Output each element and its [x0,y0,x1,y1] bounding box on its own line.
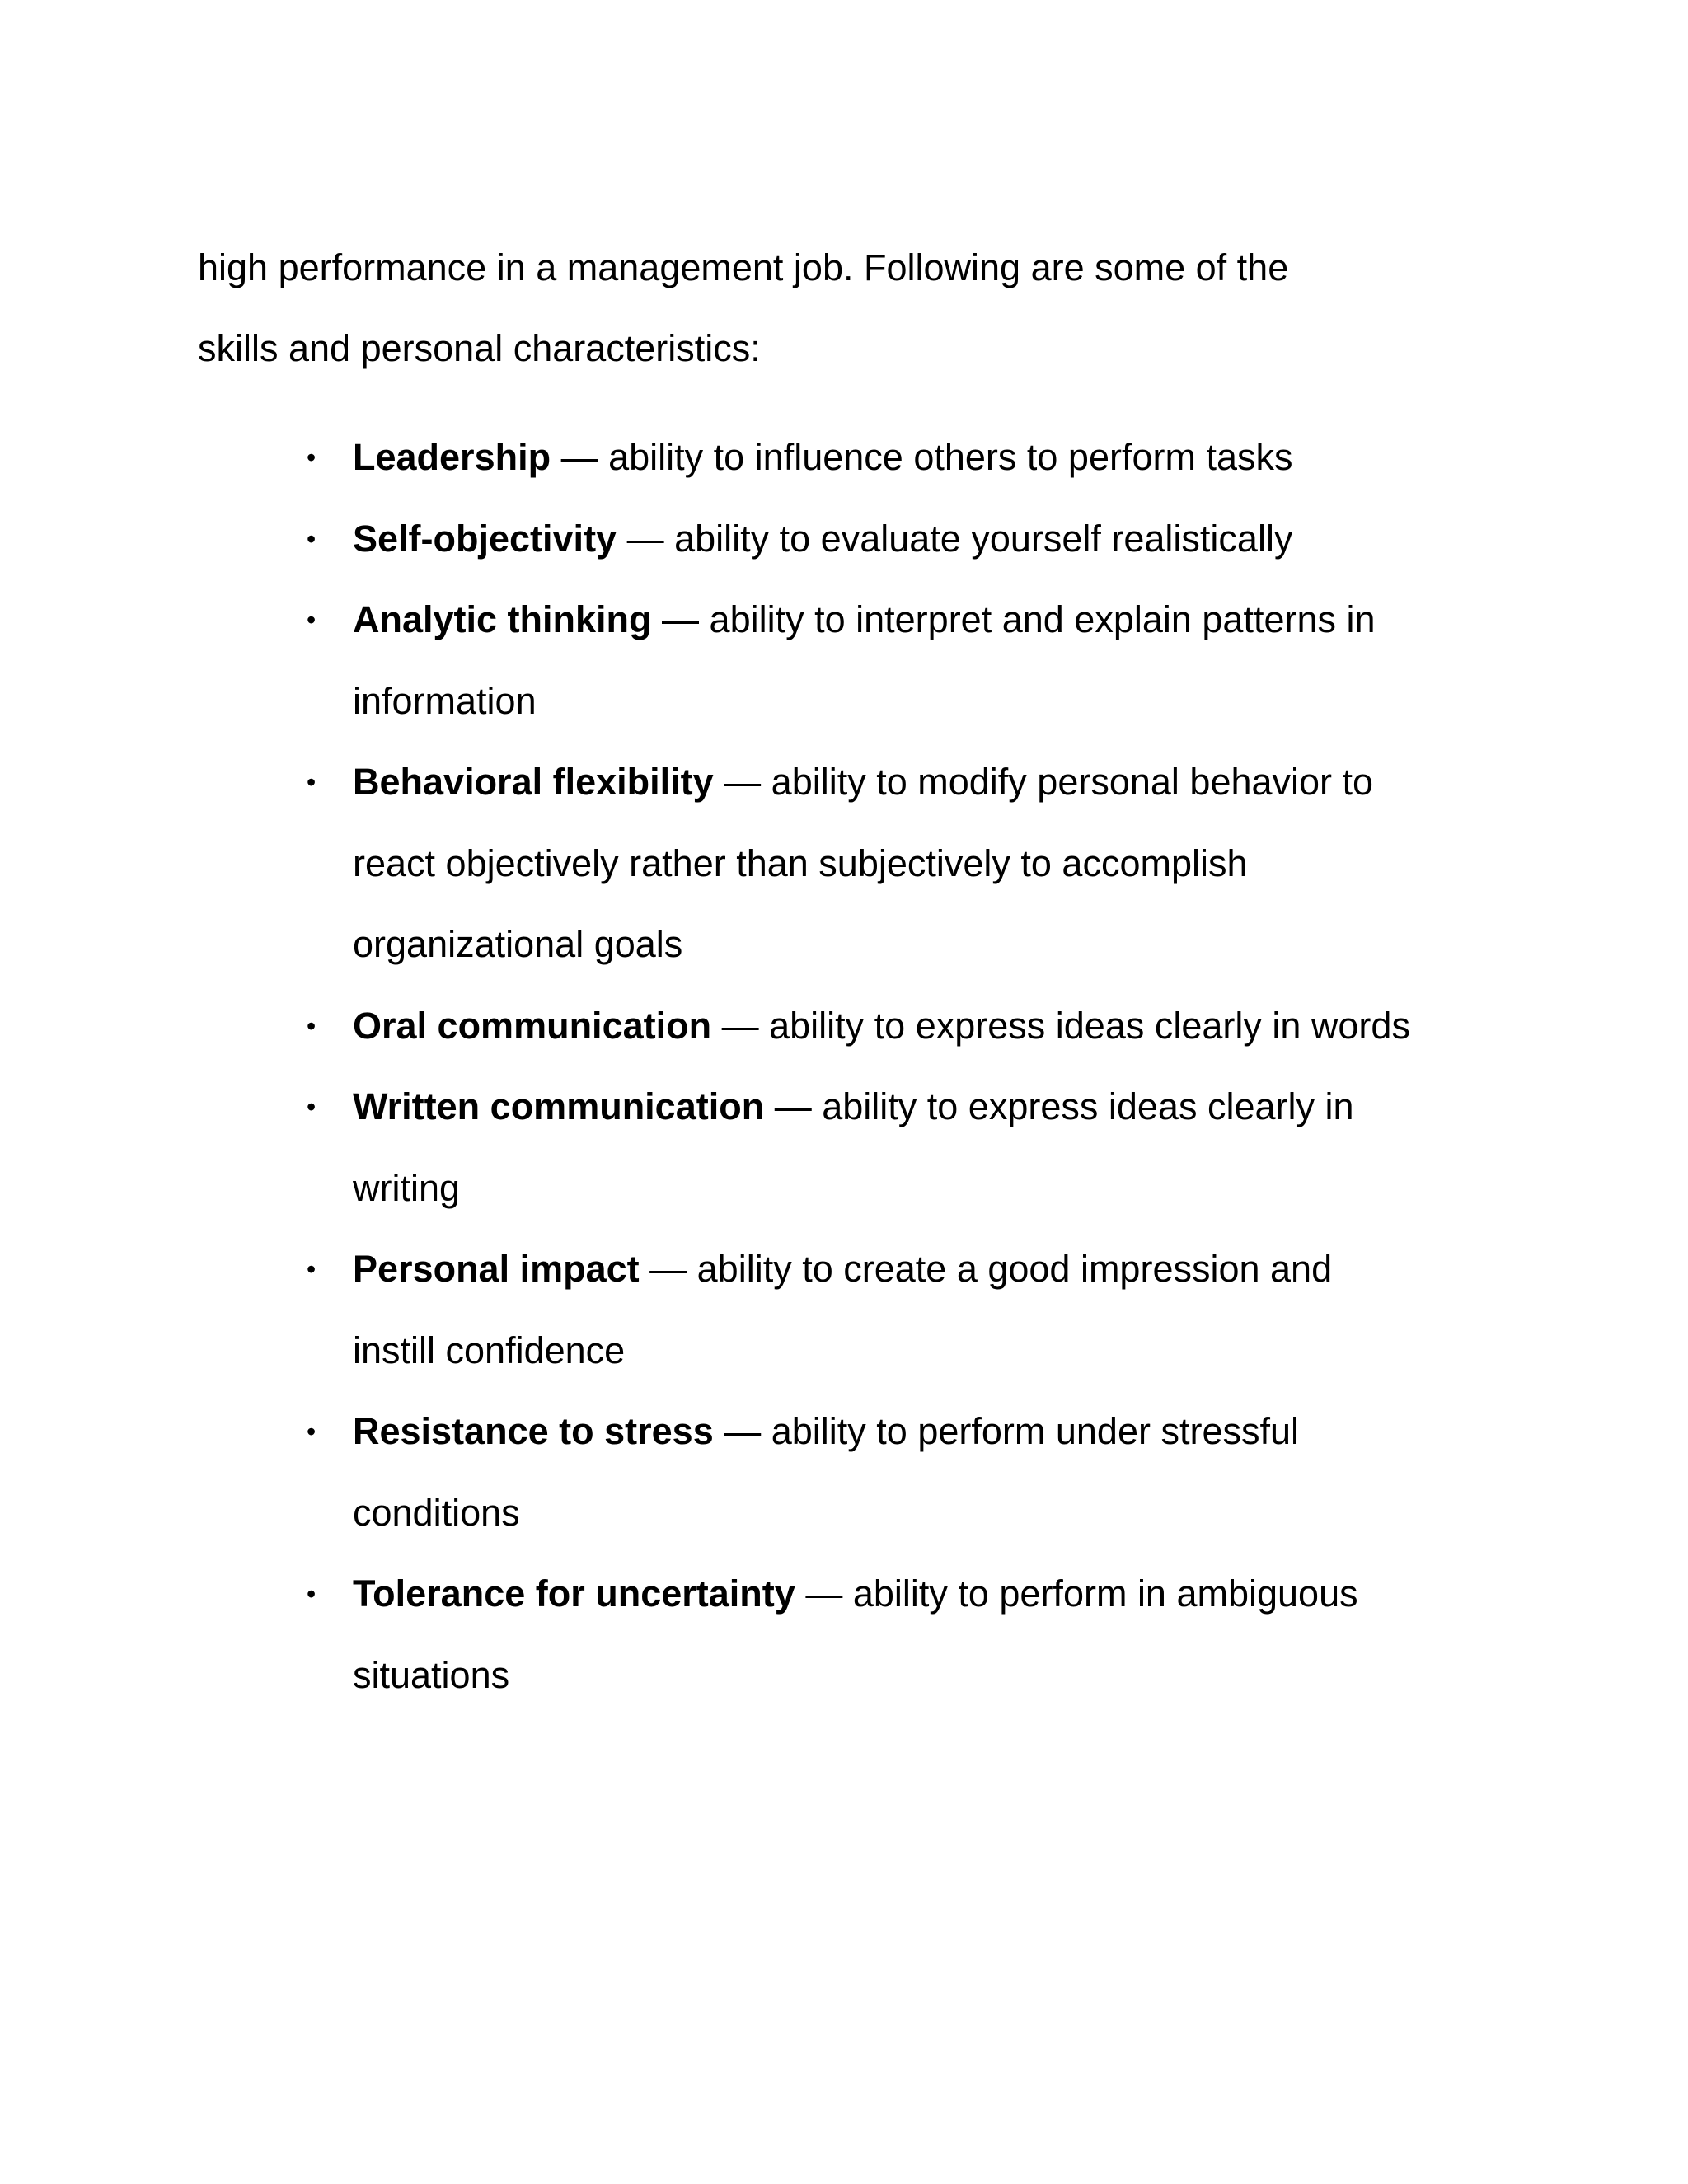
skill-term: Behavioral flexibility [353,761,714,803]
skill-description: — ability to express ideas clearly in words [721,1004,1410,1047]
skill-description: — ability to evaluate yourself realistically [626,517,1293,560]
skill-term: Written communication [353,1085,765,1127]
skill-description-continued: information [353,679,537,722]
bullet-icon: • [307,523,316,554]
list-item [198,1066,1500,1229]
skill-description: — ability to interpret and explain patterns in [662,598,1376,640]
skill-description: — ability to express ideas clearly in [774,1085,1354,1127]
skill-term: Tolerance for uncertainty [353,1572,795,1615]
intro-paragraph [198,227,1500,389]
bullet-icon: • [307,1579,316,1609]
skill-term: Analytic thinking [353,598,652,640]
skill-term: Leadership [353,436,551,478]
skill-description-continued: react objectively rather than subjectively to accomplish [353,841,1248,884]
skill-description: — ability to modify personal behavior to [724,761,1374,803]
bullet-icon: • [307,605,316,635]
bullet-icon: • [307,1092,316,1122]
skill-term: Personal impact [353,1248,640,1290]
skill-description-continued: conditions [353,1491,520,1534]
skill-description-continued: situations [353,1653,510,1696]
skill-term: Oral communication [353,1004,712,1047]
list-item [198,742,1500,986]
skill-description: — ability to perform under stressful [724,1410,1299,1452]
intro-line: skills and personal characteristics: [198,327,761,369]
list-item [198,417,1500,499]
skill-description: — ability to influence others to perform tasks [560,436,1293,478]
bullet-icon: • [307,1010,316,1041]
list-item [198,1229,1500,1391]
list-item [198,1554,1500,1716]
list-item [198,1391,1500,1554]
bullet-icon: • [307,767,316,797]
bullet-icon: • [307,1417,316,1446]
skill-description: — ability to perform in ambiguous [805,1572,1358,1615]
skill-description: — ability to create a good impression and [649,1248,1333,1290]
list-item [198,986,1500,1067]
list-item [198,499,1500,580]
skills-list [198,417,1500,1716]
intro-line: high performance in a management job. Following are some of the [198,246,1289,288]
skill-term: Self-objectivity [353,517,617,560]
skill-term: Resistance to stress [353,1410,714,1452]
skill-description-continued: organizational goals [353,923,683,965]
bullet-icon: • [307,443,316,472]
skill-description-continued: writing [353,1166,461,1209]
bullet-icon: • [307,1254,316,1284]
skill-description-continued: instill confidence [353,1329,626,1371]
list-item [198,579,1500,742]
